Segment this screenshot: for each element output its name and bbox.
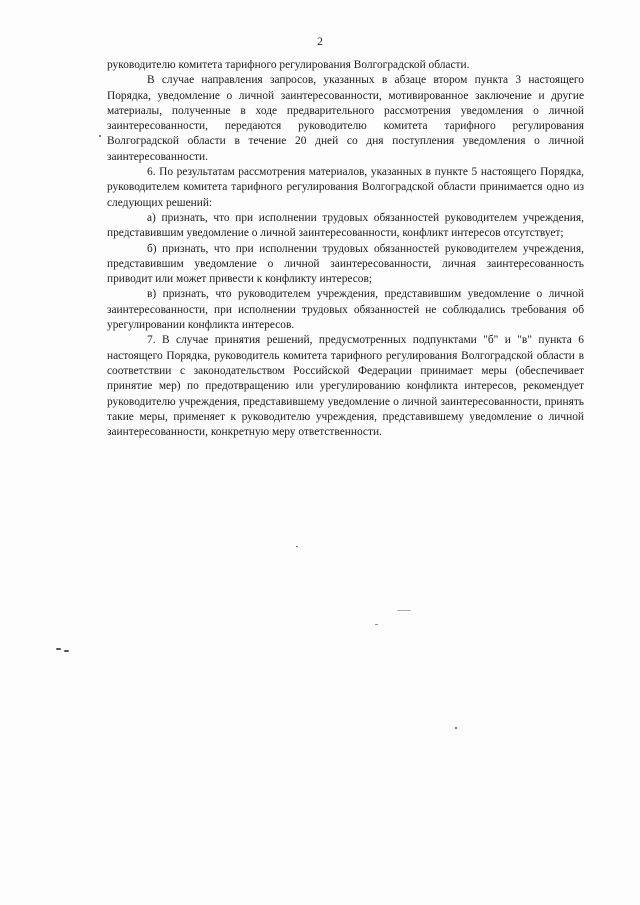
paragraph: б) признать, что при исполнении трудовых обязанностей руководителем учреждения, представившим уведомление о личной заинтересованности, личная заинтересованность приводит или может привести к конфликту интересов; [107, 242, 584, 286]
paragraph: 7. В случае принятия решений, предусмотренных подпунктами "б" и "в" пункта 6 настоящего Порядка, руководитель комитета тарифного регулирования Волгоградской области в соответствии с законодательством Российской Федерации принимает меры (обеспечивает принятие мер) по предотвращению или урегулированию конфликта интересов, рекомендует руководителю учреждения, представившему уведомление о личной заинтересованности, принять такие меры, применяет к руководителю учреждения, представившему уведомление о личной заинтересованности, конкретную меру ответственности. [107, 334, 584, 439]
scan-speck [455, 727, 457, 729]
scan-speck [64, 650, 69, 652]
scan-speck [397, 610, 411, 611]
scan-speck [296, 546, 298, 547]
scan-speck [99, 135, 101, 137]
scan-speck [375, 624, 378, 625]
paragraph: 6. По результатам рассмотрения материалов, указанных в пункте 5 настоящего Порядка, руководителем комитета тарифного регулирования Волгоградской области принимается одно из следующих решений: [107, 166, 584, 209]
page-number: 2 [317, 36, 323, 48]
document-body [107, 58, 584, 440]
paragraph: руководителю комитета тарифного регулирования Волгоградской области. [107, 59, 470, 71]
paragraph: В случае направления запросов, указанных в абзаце втором пункта 3 настоящего Порядка, уведомление о личной заинтересованности, мотивированное заключение и другие материалы, полученные в ходе предварительного рассмотрения уведомления о личной заинтересованности, передаются руководителю комитета тарифного регулирования Волгоградской области в течение 20 дней со дня поступления уведомления о личной заинтересованности. [107, 74, 584, 163]
scan-speck [56, 648, 61, 650]
paragraph: в) признать, что руководителем учреждения, представившим уведомление о личной заинтересованности, при исполнении трудовых обязанностей не соблюдались требования об урегулировании конфликта интересов. [107, 288, 584, 332]
paragraph: а) признать, что при исполнении трудовых обязанностей руководителем учреждения, представившим уведомление о личной заинтересованности, конфликт интересов отсутствует; [107, 211, 584, 240]
